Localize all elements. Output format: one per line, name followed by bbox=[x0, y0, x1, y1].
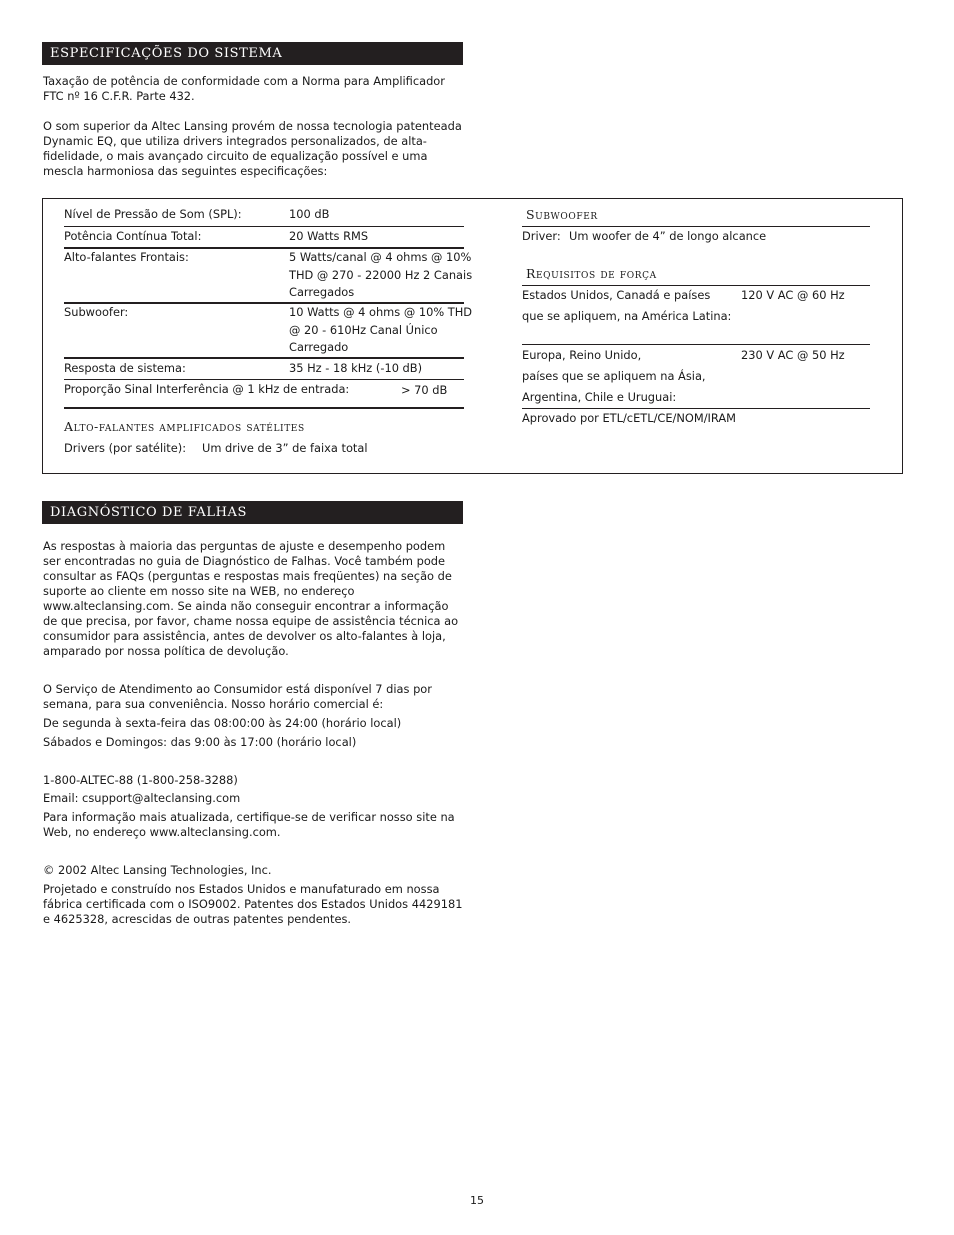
spec-label: Resposta de sistema: bbox=[64, 361, 186, 375]
page-number: 15 bbox=[470, 1194, 484, 1207]
divider bbox=[522, 408, 870, 409]
spec-label: Potência Contínua Total: bbox=[64, 229, 202, 243]
hours-weekends: Sábados e Domingos: das 9:00 às 17:00 (horário local) bbox=[43, 735, 357, 749]
divider bbox=[522, 344, 870, 345]
power-value1: 120 V AC @ 60 Hz bbox=[741, 288, 845, 302]
spec-label: Nível de Pressão de Som (SPL): bbox=[64, 207, 242, 221]
satellites-heading: Alto-falantes amplificados satélites bbox=[64, 419, 305, 434]
specs-heading: ESPECIFICAÇÕES DO SISTEMA bbox=[42, 42, 463, 65]
specs-intro-compliance: Taxação de potência de conformidade com a Norma para Amplificador FTC nº 16 C.F.R. Parte 432. bbox=[43, 74, 445, 103]
power-heading: Requisitos de força bbox=[526, 266, 657, 281]
divider bbox=[522, 285, 870, 286]
spec-value: 5 Watts/canal @ 4 ohms @ 10% THD @ 270 - 22000 Hz 2 Canais Carregados bbox=[289, 250, 473, 299]
power-approval: Aprovado por ETL/cETL/CE/NOM/IRAM bbox=[522, 411, 736, 425]
customer-service-text: O Serviço de Atendimento ao Consumidor está disponível 7 dias por semana, para sua conveniência. Nosso horário comercial é: bbox=[43, 682, 432, 711]
phone-number: 1-800-ALTEC-88 (1-800-258-3288) bbox=[43, 773, 238, 787]
subwoofer-heading: Subwoofer bbox=[526, 207, 598, 222]
power-region2-line1: Europa, Reino Unido, bbox=[522, 348, 642, 362]
troubleshooting-intro: As respostas à maioria das perguntas de ajuste e desempenho podem ser encontradas no guia de Diagnóstico de Falhas. Você também pode consultar as FAQs (perguntas e respostas mais freqüentes) na seção de suporte ao cliente em nosso site na WEB, no endereço www.alteclansing.com. Se ainda não conseguir encontrar a informação de que precisa, por favor, chame nossa equipe de assistência técnica ao consumidor para assistência, antes de devolver os alto-falantes à loja, amparado por nossa política de devolução. bbox=[43, 539, 459, 658]
copyright: © 2002 Altec Lansing Technologies, Inc. bbox=[43, 863, 272, 877]
subwoofer-value: Um woofer de 4” de longo alcance bbox=[569, 229, 767, 243]
subwoofer-label: Driver: bbox=[522, 229, 561, 243]
power-region2-line3: Argentina, Chile e Uruguai: bbox=[522, 390, 677, 404]
divider bbox=[64, 226, 464, 227]
power-region1-line1: Estados Unidos, Canadá e países bbox=[522, 288, 711, 302]
power-region1-line2: que se apliquem, na América Latina: bbox=[522, 309, 732, 323]
spec-label: Subwoofer: bbox=[64, 305, 129, 319]
spec-label: Alto-falantes Frontais: bbox=[64, 250, 189, 264]
spec-value: 20 Watts RMS bbox=[289, 229, 369, 243]
hours-weekdays: De segunda à sexta-feira das 08:00:00 às 24:00 (horário local) bbox=[43, 716, 402, 730]
patents-info: Projetado e construído nos Estados Unidos e manufaturado em nossa fábrica certificada com o ISO9002. Patentes dos Estados Unidos 4429181 e 4625328, acrescidas de outras patentes pendentes. bbox=[43, 882, 463, 926]
troubleshooting-heading: DIAGNÓSTICO DE FALHAS bbox=[42, 501, 463, 524]
spec-label: Proporção Sinal Interferência @ 1 kHz de entrada: bbox=[64, 382, 350, 396]
satellites-label: Drivers (por satélite): bbox=[64, 441, 187, 455]
divider bbox=[522, 226, 870, 227]
support-email: Email: csupport@alteclansing.com bbox=[43, 791, 241, 805]
specs-intro-dynamic-eq: O som superior da Altec Lansing provém de nossa tecnologia patenteada Dynamic EQ, que utiliza drivers integrados personalizados, de alta-fidelidade, o mais avançado circuito de equalização possível e uma mescla harmoniosa das seguintes especificações: bbox=[43, 119, 462, 178]
power-region2-line2: países que se apliquem na Ásia, bbox=[522, 369, 706, 383]
divider bbox=[64, 357, 464, 359]
spec-value: > 70 dB bbox=[401, 383, 448, 397]
divider bbox=[64, 379, 464, 380]
spec-value: 10 Watts @ 4 ohms @ 10% THD @ 20 - 610Hz Canal Único Carregado bbox=[289, 305, 473, 354]
website-info: Para informação mais atualizada, certifique-se de verificar nosso site na Web, no endereço www.alteclansing.com. bbox=[43, 810, 455, 839]
spec-value: 35 Hz - 18 kHz (-10 dB) bbox=[289, 361, 423, 375]
satellites-value: Um drive de 3” de faixa total bbox=[202, 441, 368, 455]
spec-value: 100 dB bbox=[289, 207, 330, 221]
power-value2: 230 V AC @ 50 Hz bbox=[741, 348, 845, 362]
divider bbox=[64, 407, 464, 409]
